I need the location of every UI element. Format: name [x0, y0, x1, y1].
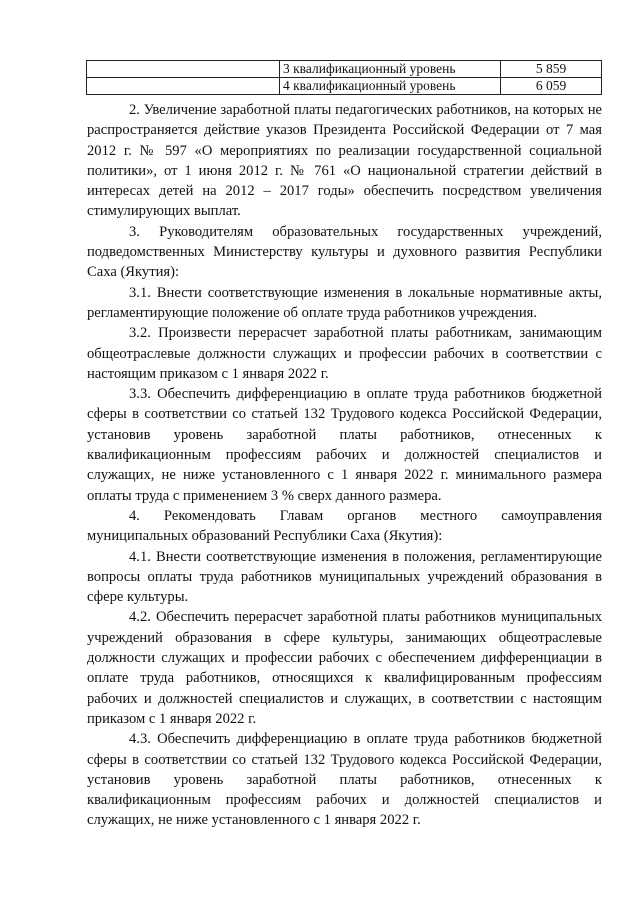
paragraph-3: 3. Руководителям образовательных государственных учреждений, подведомственных Министерству культуры и духовного развития Республики Саха (Якутия):: [87, 223, 602, 281]
salary-table: [86, 60, 602, 95]
salary-value-cell: 6 059: [501, 78, 602, 95]
salary-value-cell: 5 859: [501, 61, 602, 78]
paragraph-3-1: 3.1. Внести соответствующие изменения в локальные нормативные акты, регламентирующие положение об оплате труда работников учреждения.: [87, 284, 602, 321]
paragraph-4-2: 4.2. Обеспечить перерасчет заработной платы работников муниципальных учреждений образования в сфере культуры, занимающих общеотраслевые должности служащих и профессии рабочих с обеспечением дифференциации в оплате труда работников, относящихся к квалифицированным профессиям рабочих и должностей специалистов и служащих, в соответствии с настоящим приказом с 1 января 2022 г.: [87, 609, 602, 727]
table-row: [87, 78, 602, 95]
table-cell-empty: [87, 61, 280, 78]
paragraph-3-2: 3.2. Произвести перерасчет заработной платы работникам, занимающим общеотраслевые должности служащих и профессии рабочих в соответствии с настоящим приказом с 1 января 2022 г.: [87, 325, 602, 382]
paragraph-4: 4. Рекомендовать Главам органов местного самоуправления муниципальных образований Республики Саха (Якутия):: [87, 507, 602, 545]
paragraph-3-3: 3.3. Обеспечить дифференциацию в оплате труда работников бюджетной сферы в соответствии со статьей 132 Трудового кодекса Российской Федерации, установив уровень заработной платы работников, отнесенных к квалификационным профессиям рабочих и должностей специалистов и служащих, не ниже установленного с 1 января 2022 г. минимального размера оплаты труда с применением 3 % сверх данного размера.: [87, 386, 602, 504]
qualification-level-cell: 3 квалификационный уровень: [280, 61, 501, 78]
qualification-level-cell: 4 квалификационный уровень: [280, 78, 501, 95]
paragraph-4-3: 4.3. Обеспечить дифференциацию в оплате труда работников бюджетной сферы в соответствии со статьей 132 Трудового кодекса Российской Федерации, установив уровень заработной платы работников, отнесенных к квалификационным профессиям рабочих и должностей специалистов и служащих, не ниже установленного с 1 января 2022 г.: [87, 731, 602, 829]
document-body: [87, 100, 602, 831]
table-cell-empty: [87, 78, 280, 95]
paragraph-4-1: 4.1. Внести соответствующие изменения в положения, регламентирующие вопросы оплаты труда работников муниципальных учреждений образования в сфере культуры.: [87, 548, 602, 606]
paragraph-2: 2. Увеличение заработной платы педагогических работников, на которых не распространяется действие указов Президента Российской Федерации от 7 мая 2012 г. № 597 «О мероприятиях по реализации государственной социальной политики», от 1 июня 2012 г. № 761 «О национальной стратегии действий в интересах детей на 2012 – 2017 годы» обеспечить посредством увеличения стимулирующих выплат.: [87, 102, 602, 220]
table-row: [87, 61, 602, 78]
